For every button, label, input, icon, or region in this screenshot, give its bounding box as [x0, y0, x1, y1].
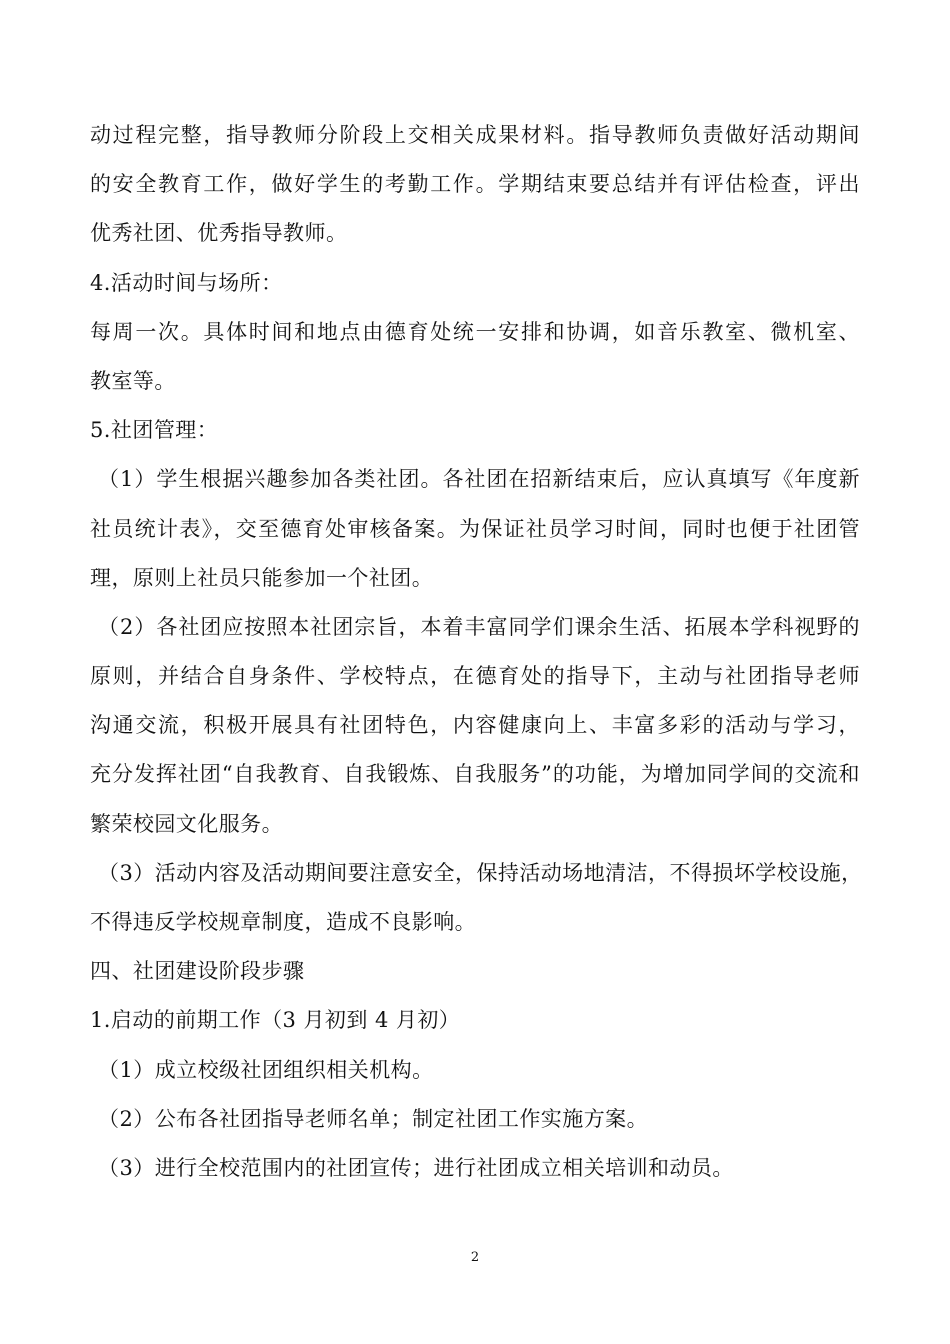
section-heading: 四、社团建设阶段步骤 [90, 959, 305, 984]
text-line: （3）活动内容及活动期间要注意安全，保持活动场地清洁，不得损坏学校设施， [98, 860, 863, 885]
text-line: 优秀社团、优秀指导教师。 [90, 221, 348, 246]
text-line: 动过程完整，指导教师分阶段上交相关成果材料。指导教师负责做好活动期间 [90, 123, 860, 147]
text-line: 不得违反学校规章制度，造成不良影响。 [90, 910, 477, 934]
text-line: 原则，并结合自身条件、学校特点，在德育处的指导下，主动与社团指导老师 [90, 664, 860, 689]
text-line: （2）公布各社团指导老师名单；制定社团工作实施方案。 [98, 1106, 649, 1131]
body-text [90, 111, 863, 1193]
text-line: （3）进行全校范围内的社团宣传；进行社团成立相关培训和动员。 [98, 1155, 734, 1180]
text-line: 的安全教育工作，做好学生的考勤工作。学期结束要总结并有评估检查，评出 [90, 172, 860, 197]
section-heading: 4.活动时间与场所： [90, 270, 283, 295]
text-line: 繁荣校园文化服务。 [90, 811, 284, 836]
text-line: （1）学生根据兴趣参加各类社团。各社团在招新结束后，应认真填写《年度新 [98, 467, 860, 492]
subsection-heading: 1.启动的前期工作（3 月初到 4 月初） [90, 1008, 461, 1033]
section-heading: 5.社团管理： [90, 418, 219, 443]
page-number: 2 [470, 1250, 480, 1265]
text-line: （1）成立校级社团组织相关机构。 [98, 1057, 434, 1082]
text-line: 社员统计表》，交至德育处审核备案。为保证社员学习时间，同时也便于社团管 [90, 516, 860, 541]
text-line: （2）各社团应按照本社团宗旨，本着丰富同学们课余生活、拓展本学科视野的 [98, 614, 860, 639]
text-line: 教室等。 [90, 368, 176, 393]
text-line: 充分发挥社团“自我教育、自我锻炼、自我服务”的功能，为增加同学间的交流和 [90, 762, 860, 787]
text-line: 每周一次。具体时间和地点由德育处统一安排和协调，如音乐教室、微机室、 [90, 319, 860, 344]
text-line: 沟通交流，积极开展具有社团特色，内容健康向上、丰富多彩的活动与学习， [90, 713, 860, 738]
text-line: 理，原则上社员只能参加一个社团。 [90, 565, 434, 590]
